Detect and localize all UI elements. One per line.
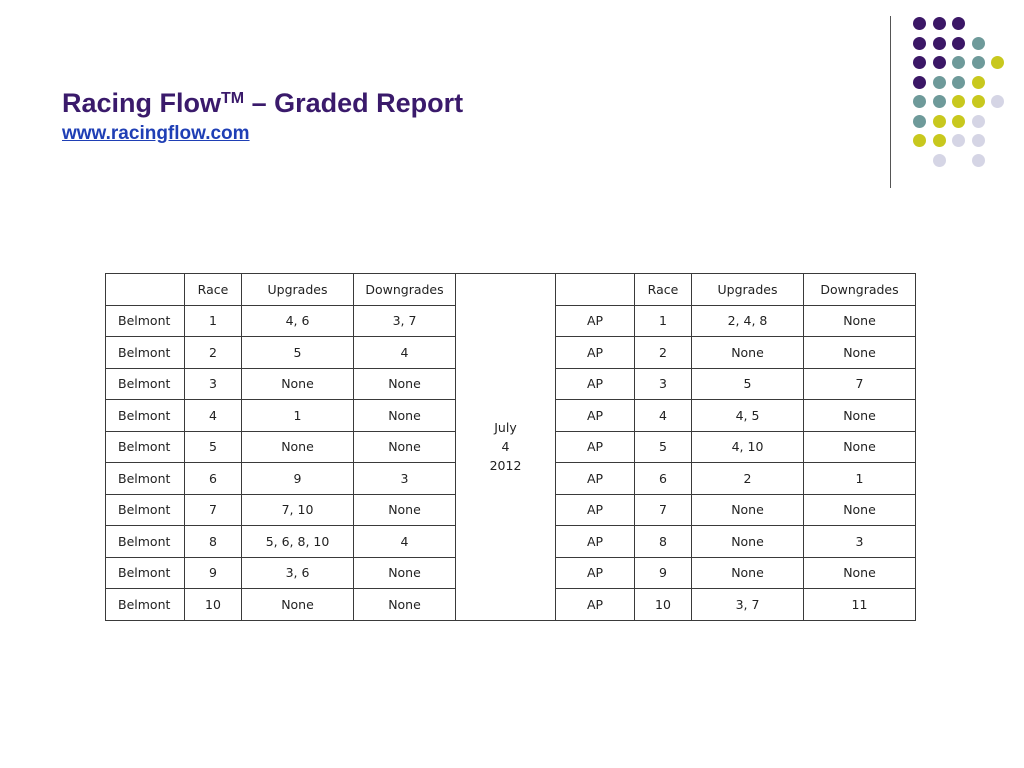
upgrades-cell: None (692, 557, 804, 589)
upgrades-cell: None (692, 337, 804, 369)
date-line: 2012 (489, 458, 522, 474)
upgrades-cell: None (242, 368, 354, 400)
venue-cell: AP (556, 400, 635, 432)
upgrades-cell: 7, 10 (242, 494, 354, 526)
decorative-dot (952, 56, 965, 69)
venue-cell: AP (556, 337, 635, 369)
date-cell (456, 274, 556, 621)
decorative-dot (933, 76, 946, 89)
decorative-dot (972, 134, 985, 147)
decorative-dot (952, 37, 965, 50)
downgrades-cell: None (354, 431, 456, 463)
upgrades-cell: 4, 5 (692, 400, 804, 432)
upgrades-cell: 9 (242, 463, 354, 495)
venue-cell: Belmont (106, 400, 185, 432)
venue-cell: AP (556, 463, 635, 495)
venue-cell: AP (556, 526, 635, 558)
decorative-dot (933, 37, 946, 50)
downgrades-cell: 11 (804, 589, 916, 621)
downgrades-cell: 3, 7 (354, 305, 456, 337)
upgrades-cell: 3, 6 (242, 557, 354, 589)
decorative-dot (913, 56, 926, 69)
downgrades-cell: 4 (354, 526, 456, 558)
downgrades-cell: 4 (354, 337, 456, 369)
venue-cell: AP (556, 431, 635, 463)
race-cell: 2 (185, 337, 242, 369)
race-cell: 4 (185, 400, 242, 432)
decorative-dot (933, 115, 946, 128)
race-cell: 9 (185, 557, 242, 589)
header-cell: Race (185, 274, 242, 306)
header-cell: Downgrades (804, 274, 916, 306)
header-row (106, 274, 916, 306)
decorative-dot (913, 95, 926, 108)
decorative-dot (913, 115, 926, 128)
venue-cell: Belmont (106, 589, 185, 621)
venue-cell: Belmont (106, 494, 185, 526)
decorative-dot (952, 115, 965, 128)
title-suffix: – Graded Report (244, 88, 464, 118)
decorative-dot (913, 17, 926, 30)
downgrades-cell: None (804, 494, 916, 526)
upgrades-cell: 4, 6 (242, 305, 354, 337)
downgrades-cell: None (804, 557, 916, 589)
upgrades-cell: 2, 4, 8 (692, 305, 804, 337)
race-cell: 6 (635, 463, 692, 495)
decorative-dot (991, 56, 1004, 69)
date-line: July (494, 420, 517, 436)
downgrades-cell: 7 (804, 368, 916, 400)
upgrades-cell: 3, 7 (692, 589, 804, 621)
header-cell: Upgrades (242, 274, 354, 306)
downgrades-cell: None (354, 589, 456, 621)
decorative-dot (972, 76, 985, 89)
decorative-dot (972, 56, 985, 69)
downgrades-cell: None (354, 557, 456, 589)
downgrades-cell: None (804, 305, 916, 337)
race-cell: 3 (185, 368, 242, 400)
race-cell: 10 (635, 589, 692, 621)
decorative-dot (991, 95, 1004, 108)
race-cell: 1 (185, 305, 242, 337)
race-cell: 10 (185, 589, 242, 621)
header-cell: Downgrades (354, 274, 456, 306)
upgrades-cell: None (692, 526, 804, 558)
header-cell: Race (635, 274, 692, 306)
decorative-dot (972, 95, 985, 108)
downgrades-cell: None (804, 337, 916, 369)
trademark-mark: TM (221, 90, 245, 107)
upgrades-cell: 2 (692, 463, 804, 495)
decorative-dot (972, 115, 985, 128)
upgrades-cell: 5 (692, 368, 804, 400)
venue-cell: Belmont (106, 463, 185, 495)
venue-cell: Belmont (106, 526, 185, 558)
race-cell: 8 (185, 526, 242, 558)
race-cell: 4 (635, 400, 692, 432)
decorative-dot (933, 17, 946, 30)
upgrades-cell: 1 (242, 400, 354, 432)
decorative-dot (913, 134, 926, 147)
downgrades-cell: None (354, 494, 456, 526)
downgrades-cell: None (354, 368, 456, 400)
race-cell: 7 (185, 494, 242, 526)
header-cell: Upgrades (692, 274, 804, 306)
header-venue-blank (106, 274, 185, 306)
decorative-dot (933, 95, 946, 108)
downgrades-cell: None (804, 400, 916, 432)
decorative-dot (933, 154, 946, 167)
downgrades-cell: 3 (804, 526, 916, 558)
race-cell: 6 (185, 463, 242, 495)
venue-cell: AP (556, 494, 635, 526)
venue-cell: AP (556, 368, 635, 400)
decorative-dot (913, 37, 926, 50)
venue-cell: Belmont (106, 557, 185, 589)
downgrades-cell: 3 (354, 463, 456, 495)
decorative-dot (972, 154, 985, 167)
venue-cell: AP (556, 305, 635, 337)
venue-cell: AP (556, 589, 635, 621)
upgrades-cell: 5 (242, 337, 354, 369)
upgrades-cell: 5, 6, 8, 10 (242, 526, 354, 558)
decorative-dot (933, 56, 946, 69)
title-text: Racing Flow (62, 88, 222, 118)
header-venue-blank (556, 274, 635, 306)
decorative-dot (952, 95, 965, 108)
website-link[interactable]: www.racingflow.com (62, 123, 250, 144)
venue-cell: Belmont (106, 368, 185, 400)
decorative-dot (913, 76, 926, 89)
venue-cell: AP (556, 557, 635, 589)
venue-cell: Belmont (106, 431, 185, 463)
race-cell: 8 (635, 526, 692, 558)
venue-cell: Belmont (106, 305, 185, 337)
race-cell: 9 (635, 557, 692, 589)
decorative-dot (952, 17, 965, 30)
decorative-dot (952, 76, 965, 89)
decorative-divider (890, 16, 891, 188)
venue-cell: Belmont (106, 337, 185, 369)
decorative-dot (933, 134, 946, 147)
race-cell: 3 (635, 368, 692, 400)
downgrades-cell: None (354, 400, 456, 432)
decorative-dot (972, 37, 985, 50)
upgrades-cell: None (242, 589, 354, 621)
slide-title (62, 88, 463, 119)
graded-report-table (105, 273, 916, 621)
slide-title-block (62, 88, 463, 145)
downgrades-cell: 1 (804, 463, 916, 495)
race-cell: 5 (185, 431, 242, 463)
upgrades-cell: None (692, 494, 804, 526)
race-cell: 1 (635, 305, 692, 337)
race-cell: 2 (635, 337, 692, 369)
upgrades-cell: 4, 10 (692, 431, 804, 463)
downgrades-cell: None (804, 431, 916, 463)
race-cell: 5 (635, 431, 692, 463)
race-cell: 7 (635, 494, 692, 526)
upgrades-cell: None (242, 431, 354, 463)
date-line: 4 (501, 439, 510, 455)
decorative-dot (952, 134, 965, 147)
